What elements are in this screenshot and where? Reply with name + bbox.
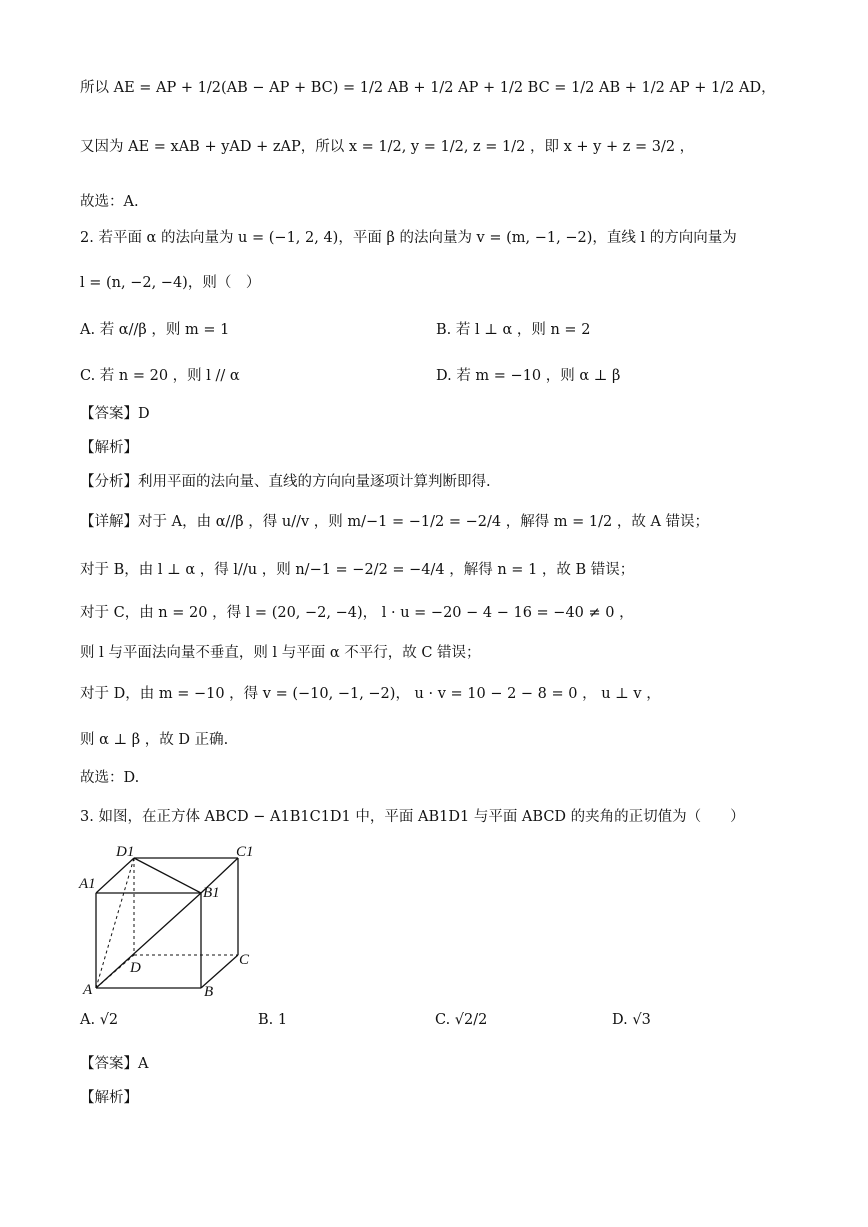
answer-choice-1: 故选：A. — [80, 194, 139, 210]
q2-detail-2: 对于 B，由 l ⊥ α ，得 l//u ，则 n/−1 = −2/2 = −4/4 ，解得 n = 1 ，故 B 错误； — [80, 562, 635, 578]
label-D1: D1 — [116, 844, 135, 860]
q2-answer: 【答案】D — [80, 406, 150, 422]
cube-figure — [76, 838, 266, 1003]
q3-option-c: C. √2/2 — [435, 1012, 488, 1028]
label-A: A — [83, 982, 93, 998]
edge-AD1 — [96, 858, 134, 988]
q2-detail-4: 则 l 与平面法向量不垂直，则 l 与平面 α 不平行，故 C 错误； — [80, 645, 481, 661]
q3-option-d: D. √3 — [612, 1012, 651, 1028]
q2-detail-3: 对于 C，由 n = 20 ，得 l = (20, −2, −4)， l · u = −20 − 4 − 16 = −40 ≠ 0 ， — [80, 605, 634, 621]
question-2-stem: 2. 若平面 α 的法向量为 u = (−1, 2, 4)，平面 β 的法向量为 v = (m, −1, −2)，直线 l 的方向向量为 — [80, 230, 737, 246]
solution-line-1: 所以 AE = AP + 1/2(AB − AP + BC) = 1/2 AB + 1/2 AP + 1/2 BC = 1/2 AB + 1/2 AP + 1/2 AD， — [80, 80, 776, 96]
q3-option-a: A. √2 — [80, 1012, 119, 1028]
q2-detail-5: 对于 D，由 m = −10 ，得 v = (−10, −1, −2)， u · v = 10 − 2 − 8 = 0 ， u ⊥ v ， — [80, 686, 661, 702]
q3-answer: 【答案】A — [80, 1056, 149, 1072]
edge-AB1 — [96, 893, 201, 988]
q2-detail-1: 【详解】对于 A，由 α//β ，得 u//v ，则 m/−1 = −1/2 = −2/4 ，解得 m = 1/2 ，故 A 错误； — [80, 514, 710, 530]
edge-D1B1 — [134, 858, 201, 893]
edge-A1D1 — [96, 858, 134, 893]
label-D: D — [130, 960, 141, 976]
q2-option-a: A. 若 α//β ，则 m = 1 — [80, 322, 230, 338]
q3-analysis-heading: 【解析】 — [80, 1090, 138, 1106]
q2-choice: 故选：D. — [80, 770, 140, 786]
solution-line-2: 又因为 AE = xAB + yAD + zAP，所以 x = 1/2, y = 1/2, z = 1/2 ，即 x + y + z = 3/2 ， — [80, 139, 695, 155]
question-2-stem-cont: l = (n, −2, −4)，则（ ） — [80, 275, 261, 291]
q2-detail-6: 则 α ⊥ β ，故 D 正确. — [80, 732, 229, 748]
q2-option-c: C. 若 n = 20 ，则 l // α — [80, 368, 240, 384]
label-B1: B1 — [203, 885, 220, 901]
edge-AD — [96, 955, 134, 988]
label-C1: C1 — [236, 844, 254, 860]
label-A1: A1 — [79, 876, 96, 892]
q3-option-b: B. 1 — [258, 1012, 288, 1028]
q2-analysis: 【分析】利用平面的法向量、直线的方向向量逐项计算判断即得. — [80, 474, 491, 490]
label-B: B — [204, 984, 214, 1000]
q2-analysis-heading: 【解析】 — [80, 440, 138, 456]
question-3-stem: 3. 如图，在正方体 ABCD − A1B1C1D1 中，平面 AB1D1 与平面 ABCD 的夹角的正切值为（ ） — [80, 809, 745, 825]
q2-option-b: B. 若 l ⊥ α ，则 n = 2 — [436, 322, 591, 338]
q2-option-d: D. 若 m = −10 ，则 α ⊥ β — [436, 368, 621, 384]
label-C: C — [239, 952, 250, 968]
